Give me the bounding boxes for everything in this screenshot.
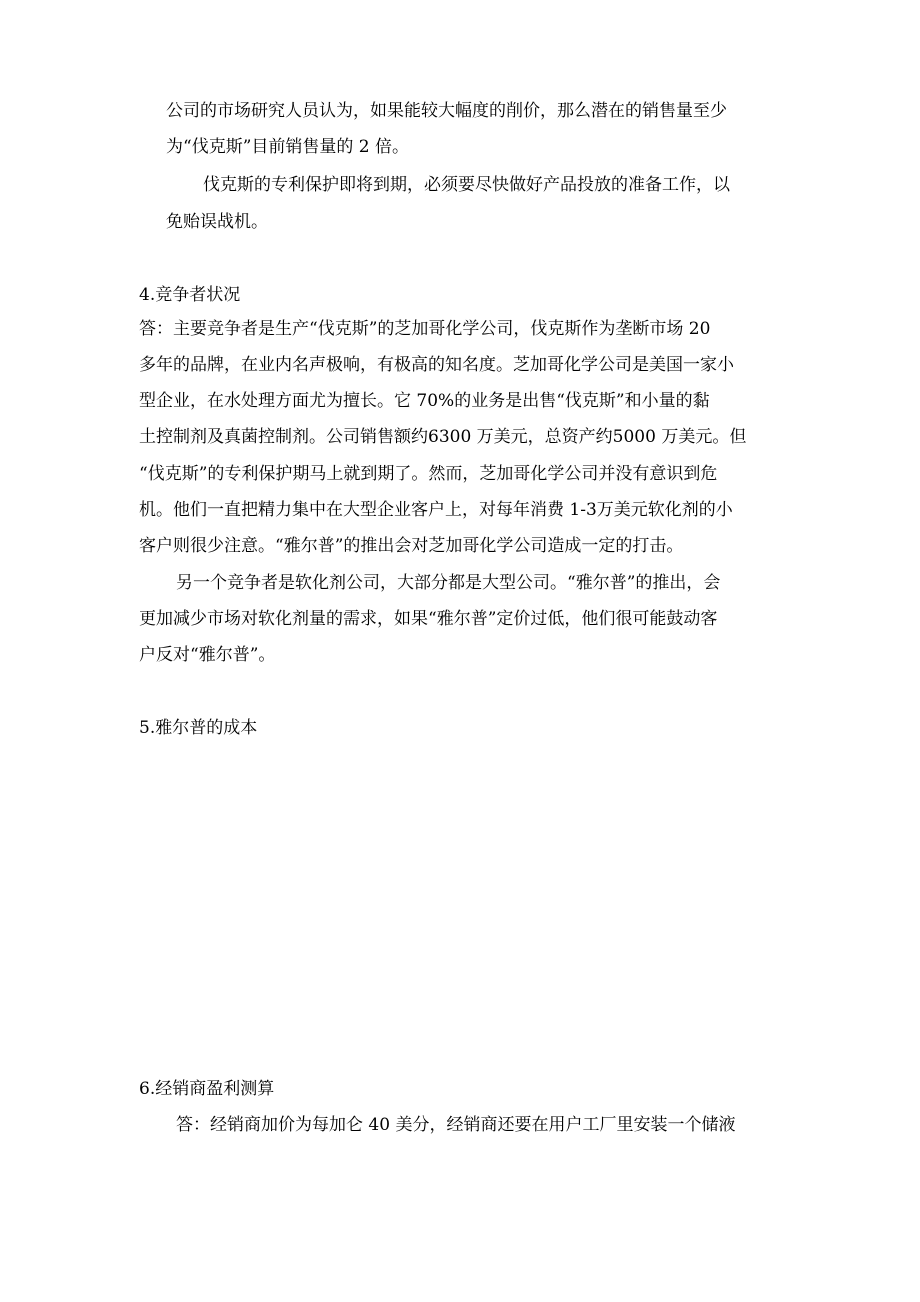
section4-second-line: 户反对“雅尔普”。	[139, 645, 276, 665]
section4-second-line: 另一个竞争者是软化剂公司，大部分都是大型公司。“雅尔普”的推出，会	[176, 573, 721, 593]
section4-answer-line: 多年的品牌，在业内名声极响，有极高的知名度。芝加哥化学公司是美国一家小	[139, 355, 734, 375]
section4-answer-line: 答：主要竞争者是生产“伐克斯”的芝加哥化学公司，伐克斯作为垄断市场 20	[139, 319, 711, 339]
section4-heading: 4.竞争者状况	[139, 285, 241, 305]
section4-answer-line: 机。他们一直把精力集中在大型企业客户上，对每年消费 1-3万美元软化剂的小	[139, 500, 733, 520]
section4-second-line: 更加减少市场对软化剂量的需求，如果“雅尔普”定价过低，他们很可能鼓动客	[139, 609, 718, 629]
section4-answer-line: “伐克斯”的专利保护期马上就到期了。然而，芝加哥化学公司并没有意识到危	[139, 464, 718, 484]
section4-answer-line: 土控制剂及真菌控制剂。公司销售额约6300 万美元，总资产约5000 万美元。但	[139, 427, 747, 447]
section4-answer-line: 客户则很少注意。“雅尔普”的推出会对芝加哥化学公司造成一定的打击。	[139, 536, 684, 556]
section6-heading: 6.经销商盈利测算	[139, 1079, 275, 1099]
section4-answer-line: 型企业，在水处理方面尤为擅长。它 70%的业务是出售“伐克斯”和小量的黏	[139, 391, 710, 411]
section5-heading: 5.雅尔普的成本	[139, 718, 258, 738]
section6-answer-line: 答：经销商加价为每加仑 40 美分，经销商还要在用户工厂里安装一个储液	[176, 1115, 736, 1135]
intro-line-1: 公司的市场研究人员认为，如果能较大幅度的削价，那么潜在的销售量至少	[166, 101, 727, 121]
patent-line-1: 伐克斯的专利保护即将到期，必须要尽快做好产品投放的准备工作，以	[203, 175, 730, 195]
intro-line-2: 为“伐克斯”目前销售量的 2 倍。	[166, 137, 410, 157]
patent-line-2: 免贻误战机。	[166, 212, 268, 232]
